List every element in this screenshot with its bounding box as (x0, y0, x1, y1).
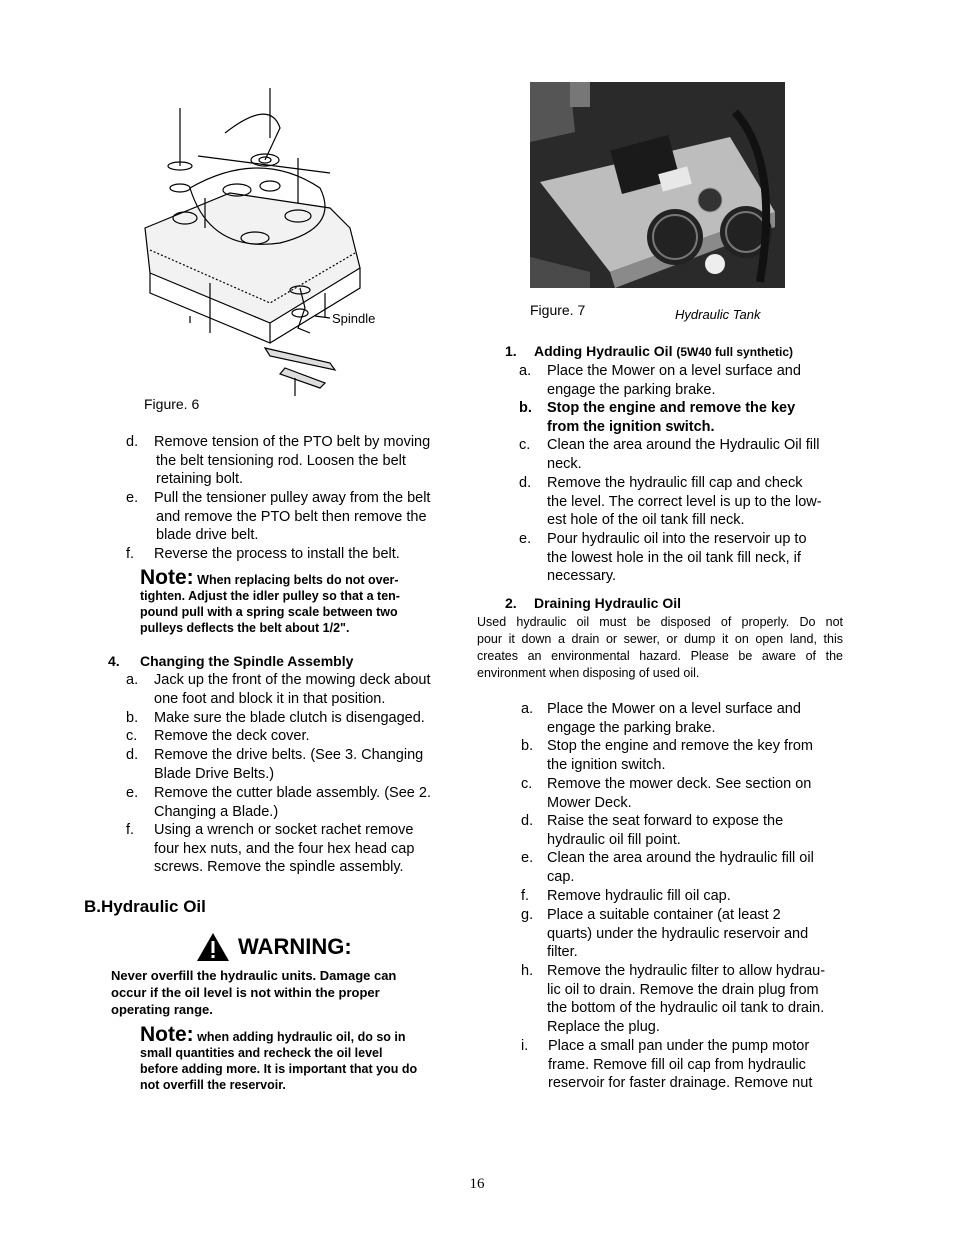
list-item-label: c. (521, 776, 533, 792)
list-item-text: est hole of the oil tank fill neck. (547, 512, 745, 529)
list-item-text: Remove the hydraulic filter to allow hydrau- (547, 963, 826, 979)
list-item-text: hydraulic oil fill point. (547, 831, 681, 848)
list-item-text: and remove the PTO belt then remove the (156, 508, 427, 525)
list-item-text: Clean the area around the hydraulic fill oil (547, 850, 814, 866)
warning-text-line: occur if the oil level is not within the proper (111, 985, 380, 1000)
note-label: Note: (140, 1023, 194, 1046)
adding-heading-text: Adding Hydraulic Oil (534, 343, 673, 359)
list-item-text: engage the parking brake. (547, 381, 716, 398)
list-item-text: Jack up the front of the mowing deck about (154, 672, 431, 688)
list-item-text: Remove tension of the PTO belt by moving (154, 434, 431, 450)
figure-7-caption: Figure. 7 (530, 302, 586, 318)
list-item-label: e. (521, 850, 534, 866)
warning-text-line: Never overfill the hydraulic units. Damage can (111, 968, 397, 983)
page-number: 16 (469, 1176, 485, 1192)
list-item-label: b. (126, 710, 139, 726)
list-item-text: cap. (547, 868, 575, 885)
list-item-text: Raise the seat forward to expose the (547, 813, 784, 829)
list-item-text: reservoir for faster drainage. Remove nut (548, 1075, 813, 1092)
list-item-text: Remove the deck cover. (154, 728, 310, 744)
draining-heading-number: 2. (505, 595, 517, 611)
figure-7-hydraulic-tank-callout: Hydraulic Tank (675, 307, 761, 322)
note-text: tighten. Adjust the idler pulley so that a ten- (140, 589, 400, 603)
figure-6-caption: Figure. 6 (144, 396, 200, 412)
note-text: when adding hydraulic oil, do so in (193, 1030, 406, 1044)
list-item-text: Blade Drive Belts.) (154, 765, 275, 782)
list-item-text: four hex nuts, and the four hex head cap (154, 840, 415, 857)
note-adding-oil (140, 1023, 460, 1093)
adding-heading (534, 343, 793, 359)
list-item-text: Pull the tensioner pulley away from the belt (154, 490, 431, 506)
warning-title-text: WARNING: (238, 934, 352, 959)
paragraph-line: creates an environmental hazard. Please be aware of the (477, 649, 843, 663)
list-item-text: Remove the cutter blade assembly. (See 2. (154, 785, 431, 801)
list-item-text: Changing a Blade.) (154, 803, 279, 820)
list-item-text: engage the parking brake. (547, 719, 716, 736)
list-item-text: Clean the area around the Hydraulic Oil fill (547, 437, 820, 453)
list-item-text: retaining bolt. (156, 471, 244, 488)
spindle-heading: Changing the Spindle Assembly (140, 653, 354, 669)
warning-text (111, 967, 421, 1018)
list-item-text: necessary. (547, 568, 617, 585)
list-item-label: h. (521, 963, 534, 979)
list-item-text: the belt tensioning rod. Loosen the belt (156, 452, 406, 469)
warning-triangle-icon (196, 932, 230, 962)
list-item-label: b. (519, 400, 532, 416)
paragraph-line: Used hydraulic oil must be disposed of properly. Do not (477, 615, 843, 629)
list-item-text: Place a suitable container (at least 2 (547, 907, 781, 923)
list-item-label: c. (126, 728, 138, 744)
list-item-text: Pour hydraulic oil into the reservoir up to (547, 531, 807, 547)
deck-exploded-view-illustration (130, 78, 380, 408)
list-item-text: the bottom of the hydraulic oil tank to drain. (547, 1000, 825, 1017)
list-item-label: c. (519, 437, 531, 453)
list-item-text: Stop the engine and remove the key (547, 400, 796, 416)
list-item-label: e. (519, 531, 532, 547)
section-heading-hydraulic-oil: B.Hydraulic Oil (84, 897, 206, 916)
adding-heading-subtitle: (5W40 full synthetic) (676, 345, 794, 359)
list-item-label: e. (126, 785, 139, 801)
list-item-label: f. (126, 822, 135, 838)
list-item-text: blade drive belt. (156, 527, 259, 544)
note-text: When replacing belts do not over- (193, 573, 399, 587)
note-text: not overfill the reservoir. (140, 1078, 286, 1092)
list-item-text: Remove hydraulic fill oil cap. (547, 888, 731, 904)
list-item-text: Replace the plug. (547, 1018, 660, 1035)
list-item-text: screws. Remove the spindle assembly. (154, 859, 404, 876)
paragraph-line: environment when disposing of used oil. (477, 666, 700, 680)
note-belt-tension (140, 566, 450, 636)
list-item-text: filter. (547, 944, 578, 961)
list-item-text: the lowest hole in the oil tank fill neck, if (547, 549, 801, 566)
list-item-label: d. (519, 475, 532, 491)
list-item-text: frame. Remove fill oil cap from hydraulic (548, 1056, 806, 1073)
list-item-label: b. (521, 738, 534, 754)
note-text: pound pull with a spring scale between two (140, 605, 398, 619)
list-item-text: Mower Deck. (547, 794, 632, 811)
list-item-text: the ignition switch. (547, 756, 666, 773)
list-item-text: quarts) under the hydraulic reservoir and (547, 925, 809, 942)
list-item-text: from the ignition switch. (547, 418, 715, 435)
list-item-text: neck. (547, 455, 582, 472)
list-item-label: f. (126, 546, 135, 562)
list-item-label: a. (519, 363, 532, 379)
list-item-text: lic oil to drain. Remove the drain plug from (547, 981, 819, 998)
list-item-label: d. (126, 747, 139, 763)
figure-7-photo (530, 82, 785, 288)
warning-title (196, 932, 352, 962)
list-item-text: Place the Mower on a level surface and (547, 363, 801, 379)
draining-paragraph (477, 614, 843, 682)
warning-text-line: operating range. (111, 1002, 213, 1017)
list-item-text: one foot and block it in that position. (154, 690, 386, 707)
list-item-text: Make sure the blade clutch is disengaged. (154, 710, 425, 726)
spindle-heading-number: 4. (108, 653, 120, 669)
paragraph-line: pour it down a drain or sewer, or dump it on open land, this (477, 632, 843, 646)
list-item-label: a. (521, 701, 534, 717)
note-label: Note: (140, 566, 194, 589)
note-text: small quantities and recheck the oil level (140, 1046, 383, 1060)
draining-heading: Draining Hydraulic Oil (534, 595, 682, 611)
list-item-label: i. (521, 1038, 529, 1054)
list-item-text: Remove the drive belts. (See 3. Changing (154, 747, 424, 763)
list-item-label: a. (126, 672, 139, 688)
note-text: pulleys deflects the belt about 1/2". (140, 621, 350, 635)
note-text: before adding more. It is important that you do (140, 1062, 418, 1076)
list-item-text: Place a small pan under the pump motor (548, 1038, 810, 1054)
list-item-text: Place the Mower on a level surface and (547, 701, 801, 717)
figure-6-spindle-callout: Spindle (332, 311, 376, 326)
list-item-label: f. (521, 888, 530, 904)
list-item-label: d. (521, 813, 534, 829)
adding-heading-number: 1. (505, 343, 517, 359)
list-item-text: Stop the engine and remove the key from (547, 738, 813, 754)
figure-6-diagram (130, 78, 380, 408)
list-item-label: d. (126, 434, 139, 450)
list-item-text: the level. The correct level is up to the low- (547, 493, 822, 510)
list-item-label: e. (126, 490, 139, 506)
list-item-text: Remove the mower deck. See section on (547, 776, 812, 792)
list-item-text: Using a wrench or socket rachet remove (154, 822, 414, 838)
hydraulic-tank-photo-illustration (530, 82, 785, 288)
list-item-text: Remove the hydraulic fill cap and check (547, 475, 803, 491)
list-item-text: Reverse the process to install the belt. (154, 546, 400, 562)
list-item-label: g. (521, 907, 534, 923)
